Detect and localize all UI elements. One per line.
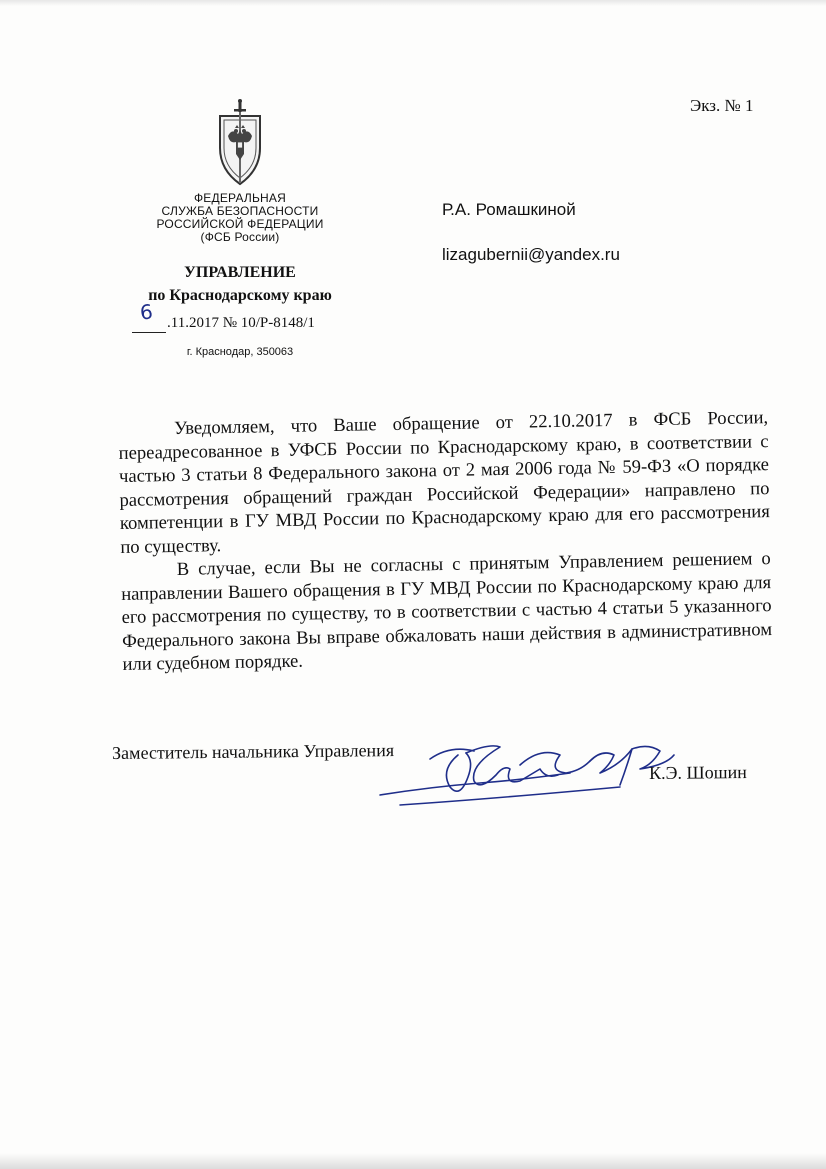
org-line: РОССИЙСКОЙ ФЕДЕРАЦИИ xyxy=(156,217,324,231)
reference-number: .11.2017 № 10/Р-8148/1 xyxy=(167,315,315,331)
org-line: СЛУЖБА БЕЗОПАСНОСТИ xyxy=(161,204,319,218)
department-title: УПРАВЛЕНИЕ xyxy=(184,264,296,281)
reference-line xyxy=(132,315,315,333)
sender-organization xyxy=(120,192,360,244)
date-blank xyxy=(132,315,166,333)
body-paragraph: Уведомляем, что Ваше обращение от 22.10.2017 в ФСБ России, переадресованное в УФСБ России по Краснодарскому краю, в соответствии с частью 3 статьи 8 Федерального закона от 2 мая 2006 года № 59-ФЗ «О порядке рассмотрения обращений граждан Российской Федерации» направлено по компетенции в ГУ МВД России по Краснодарскому краю для его рассмотрения по существу. xyxy=(118,407,771,558)
copy-number: Экз. № 1 xyxy=(690,96,754,115)
scan-edge-bottom xyxy=(0,1153,826,1169)
scan-edge-top xyxy=(0,0,826,6)
letter-body xyxy=(118,406,773,676)
recipient-name: Р.А. Ромашкиной xyxy=(442,200,576,219)
signer-title: Заместитель начальника Управления xyxy=(112,740,395,763)
org-line: (ФСБ России) xyxy=(200,230,280,244)
recipient-email: lizagubernii@yandex.ru xyxy=(442,245,620,264)
sender-city: г. Краснодар, 350063 xyxy=(186,346,294,358)
department-region: по Краснодарскому краю xyxy=(148,287,332,304)
body-paragraph: В случае, если Вы не согласны с принятым Управлением решением о направлении Вашего обращения в ГУ МВД России по Краснодарскому краю для его рассмотрения по существу, то в соответствии с частью 4 статьи 5 указанного Федерального закона Вы вправе обжаловать наши действия в административном или судебном порядке. xyxy=(121,548,773,675)
signer-name: К.Э. Шошин xyxy=(649,761,747,783)
org-line: ФЕДЕРАЛЬНАЯ xyxy=(193,191,286,205)
signature-icon xyxy=(370,725,690,825)
fsb-emblem-icon xyxy=(214,98,266,188)
handwritten-day: 6 xyxy=(138,299,154,325)
